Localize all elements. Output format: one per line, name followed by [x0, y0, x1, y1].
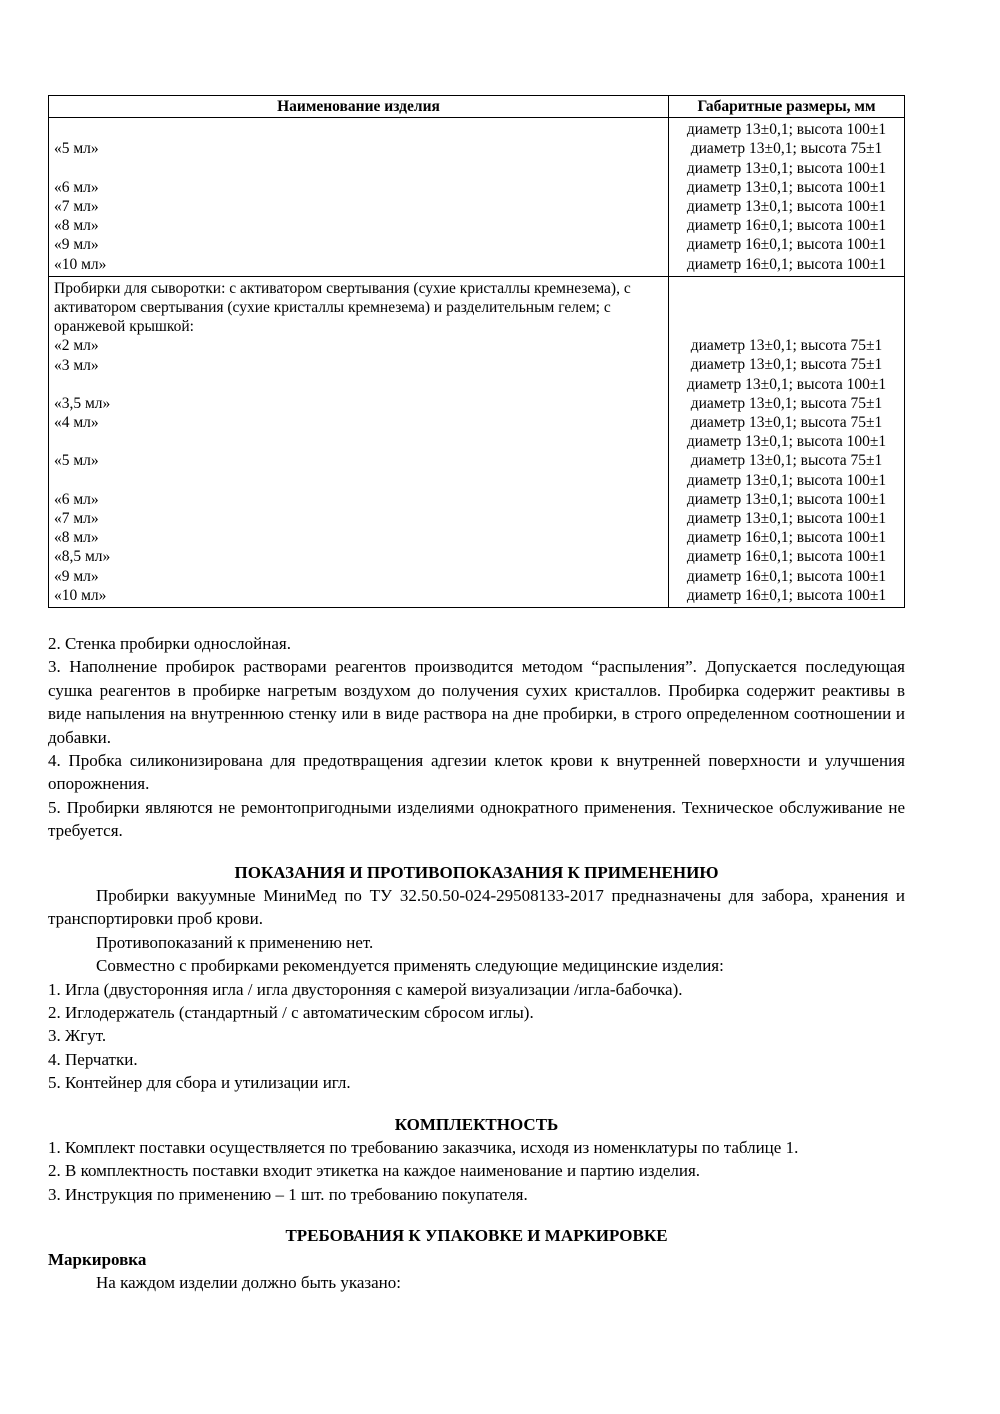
dimension-value: диаметр 13±0,1; высота 75±1 — [690, 140, 883, 158]
product-volume-label: «9 мл» — [54, 236, 99, 254]
table-section-volumes — [49, 118, 905, 277]
dimension-value: диаметр 13±0,1; высота 100±1 — [686, 159, 887, 177]
section1-label-lines — [54, 120, 666, 274]
dimension-value: диаметр 13±0,1; высота 100±1 — [686, 178, 887, 196]
product-volume-label: «10 мл» — [54, 586, 107, 604]
product-volume-label: «7 мл» — [54, 197, 99, 215]
dimension-value: диаметр 13±0,1; высота 75±1 — [690, 452, 883, 470]
product-volume-label: «4 мл» — [54, 414, 99, 432]
recommended-devices-list — [48, 978, 905, 1095]
dimension-value: диаметр 13±0,1; высота 75±1 — [690, 337, 883, 355]
dimension-value: диаметр 16±0,1; высота 100±1 — [686, 548, 887, 566]
product-volume-label: «3,5 мл» — [54, 394, 111, 412]
product-volume-label: «10 мл» — [54, 255, 107, 273]
completeness-list — [48, 1136, 905, 1206]
device-list-item: 3. Жгут. — [48, 1026, 107, 1046]
product-volume-label: «7 мл» — [54, 510, 99, 527]
section1-labels-cell — [49, 118, 669, 277]
document-body — [48, 632, 905, 1295]
dimension-value: диаметр 13±0,1; высота 100±1 — [686, 375, 887, 393]
dimension-value: диаметр 13±0,1; высота 100±1 — [686, 121, 887, 139]
paragraph-marking-intro: На каждом изделии должно быть указано: — [96, 1273, 401, 1293]
product-volume-label — [54, 159, 666, 178]
dimension-value: диаметр 13±0,1; высота 75±1 — [690, 356, 883, 374]
dimension-value: диаметр 16±0,1; высота 100±1 — [686, 529, 887, 547]
completeness-item: 3. Инструкция по применению – 1 шт. по требованию покупателя. — [48, 1184, 528, 1204]
section1-sizes-cell — [669, 118, 905, 277]
dimension-value: диаметр 16±0,1; высота 100±1 — [686, 255, 887, 273]
section2-size-lines — [671, 336, 902, 605]
column-header-product-name: Наименование изделия — [49, 96, 669, 118]
dimension-value: диаметр 13±0,1; высота 100±1 — [686, 197, 887, 215]
paragraph-filling-method: 3. Наполнение пробирок растворами реагентов производится методом “распыления”. Допускается последующая сушка реагентов в пробирке нагретым воздухом до получения сухих кристаллов. Пробирка содержит реактивы в виде напыления на внутреннюю стенку или в виде раствора на дне пробирки, в строго определенном соотношении и добавки. — [48, 657, 905, 747]
dimension-value: диаметр 13±0,1; высота 75±1 — [690, 394, 883, 412]
dimension-value: диаметр 13±0,1; высота 75±1 — [690, 414, 883, 432]
product-volume-label: «5 мл» — [54, 140, 99, 158]
product-volume-label: «9 мл» — [54, 567, 99, 585]
dimension-value: диаметр 16±0,1; высота 100±1 — [686, 217, 887, 235]
dimension-value: диаметр 16±0,1; высота 100±1 — [686, 586, 887, 604]
dimension-value: диаметр 16±0,1; высота 100±1 — [686, 567, 887, 585]
paragraph-stopper: 4. Пробка силиконизирована для предотвращения адгезии клеток крови к внутренней поверхности и улучшения опорожнения. — [48, 750, 905, 794]
paragraph-purpose: Пробирки вакуумные МиниМед по ТУ 32.50.50-024-29508133-2017 предназначены для забора, хранения и транспортировки проб крови. — [48, 886, 905, 929]
product-volume-label — [54, 120, 666, 139]
product-spec-table — [48, 95, 905, 608]
table-section-serum-tubes — [49, 276, 905, 607]
paragraph-single-use: 5. Пробирки являются не ремонтопригодными изделиями однократного применения. Техническое обслуживание не требуется. — [48, 797, 905, 841]
product-volume-label — [54, 432, 666, 451]
section2-labels-cell — [49, 276, 669, 607]
dimension-value: диаметр 13±0,1; высота 100±1 — [686, 471, 887, 489]
product-volume-label: «8 мл» — [54, 217, 99, 235]
dimension-value: диаметр 13±0,1; высота 100±1 — [686, 490, 887, 508]
product-volume-label — [54, 375, 666, 394]
device-list-item: 5. Контейнер для сбора и утилизации игл. — [48, 1073, 351, 1093]
product-volume-label — [54, 471, 666, 490]
product-volume-label: «8 мл» — [54, 529, 99, 547]
completeness-item: 1. Комплект поставки осуществляется по требованию заказчика, исходя из номенклатуры по таблице 1. — [48, 1138, 799, 1158]
heading-indications: ПОКАЗАНИЯ И ПРОТИВОПОКАЗАНИЯ К ПРИМЕНЕНИЮ — [234, 862, 719, 882]
device-list-item: 2. Иглодержатель (стандартный / с автоматическим сбросом иглы). — [48, 1003, 534, 1023]
serum-tubes-description: Пробирки для сыворотки: с активатором свертывания (сухие кристаллы кремнезема), с активатором свертывания (сухие кристаллы кремнезема) и разделительным гелем; с оранжевой крышкой: — [54, 279, 631, 336]
product-volume-label: «3 мл» — [54, 356, 99, 374]
product-volume-label: «2 мл» — [54, 337, 99, 355]
column-header-dimensions: Габаритные размеры, мм — [669, 96, 905, 118]
table-header-row — [49, 96, 905, 118]
product-volume-label: «8,5 мл» — [54, 548, 111, 566]
sizes-spacer — [671, 279, 902, 337]
section2-label-lines — [54, 336, 666, 605]
device-list-item: 4. Перчатки. — [48, 1049, 138, 1069]
heading-completeness: КОМПЛЕКТНОСТЬ — [394, 1114, 559, 1134]
paragraph-contraindications: Противопоказаний к применению нет. — [96, 932, 374, 952]
dimension-value: диаметр 13±0,1; высота 100±1 — [686, 509, 887, 527]
heading-packaging-marking: ТРЕБОВАНИЯ К УПАКОВКЕ И МАРКИРОВКЕ — [285, 1226, 668, 1246]
dimension-value: диаметр 16±0,1; высота 100±1 — [686, 236, 887, 254]
product-volume-label: «6 мл» — [54, 490, 99, 508]
device-list-item: 1. Игла (двусторонняя игла / игла двусторонняя с камерой визуализации /игла-бабочка). — [48, 979, 683, 999]
product-volume-label: «6 мл» — [54, 178, 99, 196]
subheading-marking: Маркировка — [48, 1249, 147, 1269]
dimension-value: диаметр 13±0,1; высота 100±1 — [686, 433, 887, 451]
completeness-item: 2. В комплектность поставки входит этикетка на каждое наименование и партию изделия. — [48, 1161, 701, 1181]
paragraph-recommended-devices-intro: Совместно с пробирками рекомендуется применять следующие медицинские изделия: — [96, 956, 724, 976]
paragraph-tube-wall: 2. Стенка пробирки однослойная. — [48, 633, 291, 653]
product-volume-label: «5 мл» — [54, 452, 99, 470]
section2-sizes-cell — [669, 276, 905, 607]
section1-size-lines — [671, 120, 902, 274]
